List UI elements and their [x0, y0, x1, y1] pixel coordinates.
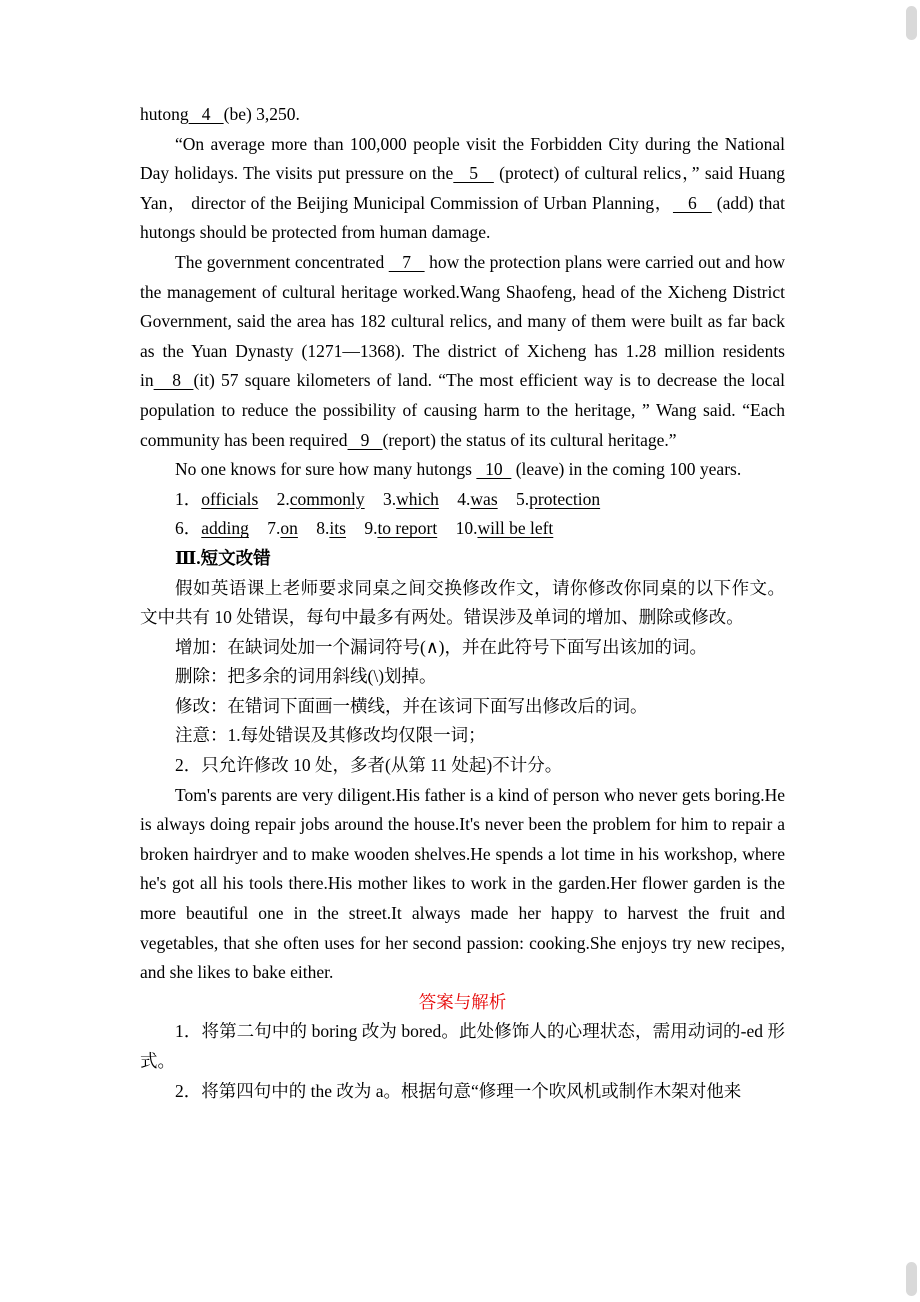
- text-run: (it) 57 square kilometers of land. “The most efficient way is to decrease the local population to reduce the possibility of causing harm to the heritage, ” Wang said. “Each community has been required: [140, 370, 786, 450]
- text-run: “On average more than 100,000 people visit the Forbidden City during the National Day holidays. The visits put pressure on the: [140, 133, 785, 184]
- correction-note-2: 2．只允许修改 10 处，多者(从第 11 处起)不计分。: [175, 755, 563, 776]
- answer-number: 5.: [516, 488, 530, 509]
- cloze-blank-7: 7: [388, 251, 425, 272]
- answer-item-7: [267, 518, 298, 538]
- cloze-paragraph-4: [140, 455, 785, 485]
- correction-note-1: 注意：1.每处错误及其修改均仅限一词；: [175, 725, 486, 746]
- analysis-item-2: 2．将第四句中的 the 改为 a。根据句意“修理一个吹风机或制作木架对他来: [175, 1080, 742, 1101]
- correction-rule-add: 增加：在缺词处加一个漏词符号(∧)，并在此符号下面写出该加的词。: [175, 636, 707, 657]
- correction-passage: Tom's parents are very diligent.His father is a kind of person who never gets boring.He is always doing repair jobs around the house.It's never been the problem for him to repair a broken hairdryer and to make wooden shelves.He spends a lot time in his workshop, where he's got all his tools there.His mother likes to work in the garden.Her flower garden is the more beautiful one in the street.It always made her happy to harvest the fruit and vegetables, that she often uses for her second passion: cooking.She enjoys try new recipes, and she likes to bake either.: [140, 784, 785, 983]
- scrollbar-thumb[interactable]: [906, 6, 917, 40]
- answer-number: 6．: [175, 518, 202, 539]
- answer-word: will be left: [477, 518, 554, 539]
- answer-item-5: [516, 489, 600, 509]
- cloze-blank-9: 9: [347, 429, 383, 450]
- text-run: The government concentrated: [175, 251, 389, 272]
- section-heading-correction: Ⅲ.短文改错: [175, 547, 271, 568]
- answers-row-2: [140, 514, 785, 544]
- cloze-blank-8: 8: [153, 370, 194, 391]
- text-run: No one knows for sure how many hutongs: [175, 459, 477, 480]
- scrollbar-bottom-mark: [906, 1262, 917, 1296]
- answer-word: on: [280, 518, 298, 539]
- answer-item-6: [175, 518, 249, 538]
- answer-word: which: [396, 488, 439, 509]
- correction-rule-delete: 删除：把多余的词用斜线(\)划掉。: [175, 666, 437, 687]
- answer-number: 2.: [276, 488, 290, 509]
- text-run: (leave) in the coming 100 years.: [511, 459, 742, 480]
- cloze-paragraph-2: [140, 130, 785, 248]
- answer-word: commonly: [289, 488, 365, 509]
- analysis-item-1: 1．将第二句中的 boring 改为 bored。此处修饰人的心理状态，需用动词的-ed 形式。: [140, 1021, 785, 1071]
- correction-rule-modify: 修改：在错词下面画一横线，并在该词下面写出修改后的词。: [175, 695, 648, 716]
- answer-analysis-heading: 答案与解析: [418, 991, 507, 1012]
- cloze-blank-6: 6: [672, 192, 712, 213]
- answer-item-4: [457, 489, 497, 509]
- answer-word: adding: [201, 518, 249, 539]
- answer-number: 10.: [455, 518, 478, 539]
- cloze-paragraph-continuation: [140, 100, 785, 130]
- answer-item-9: [364, 518, 437, 538]
- answer-number: 1．: [175, 488, 202, 509]
- text-run: (report) the status of its cultural heritage.”: [382, 429, 677, 450]
- answer-number: 7.: [267, 518, 281, 539]
- text-run: how the protection plans were carried out and how the management of cultural heritage worked.Wang Shaofeng, head of the Xicheng District Government, said the area has 182 cultural relics, and many of them were built as far back as the Yuan Dynasty (1271—1368). The district of Xicheng has 1.28 million residents in: [140, 251, 785, 391]
- answer-item-10: [456, 518, 554, 538]
- answer-item-8: [316, 518, 346, 538]
- correction-intro: 假如英语课上老师要求同桌之间交换修改作文，请你修改你同桌的以下作文。文中共有 10 处错误，每句中最多有两处。错误涉及单词的增加、删除或修改。: [140, 577, 785, 628]
- text-run: (protect) of cultural relics，” said Huang Yan， director of the Beijing Municipal Commission of Urban Planning，: [140, 163, 785, 213]
- document-content: [140, 100, 785, 1106]
- text-run: (add) that hutongs should be protected from human damage.: [140, 192, 785, 243]
- cloze-blank-4: 4: [188, 104, 224, 124]
- cloze-blank-5: 5: [453, 163, 494, 184]
- cloze-blank-10: 10: [476, 459, 512, 480]
- cloze-paragraph-3: [140, 248, 785, 455]
- answer-number: 3.: [383, 488, 397, 509]
- answer-item-2: [277, 489, 365, 509]
- answer-word: to report: [377, 518, 438, 539]
- answer-number: 9.: [364, 518, 378, 539]
- answer-word: was: [470, 488, 498, 509]
- answer-item-1: [175, 489, 258, 509]
- answer-item-3: [383, 489, 439, 509]
- answers-row-1: [140, 485, 785, 515]
- answer-number: 4.: [457, 488, 471, 509]
- text-run: (be) 3,250.: [223, 104, 300, 124]
- answer-word: its: [329, 518, 346, 539]
- answer-word: protection: [529, 488, 601, 509]
- answer-word: officials: [201, 488, 259, 509]
- answer-number: 8.: [316, 518, 330, 539]
- text-run: hutong: [140, 104, 189, 124]
